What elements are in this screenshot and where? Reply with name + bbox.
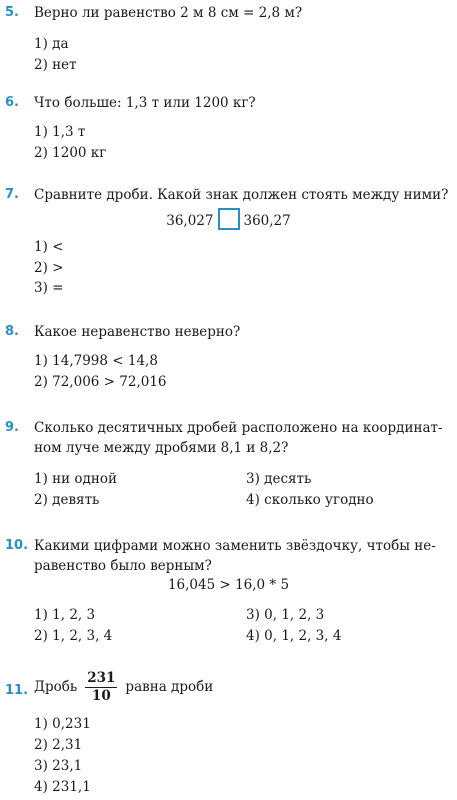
fraction-denominator: 10 bbox=[91, 688, 111, 704]
answer-option: 1) да bbox=[34, 36, 69, 52]
answer-option: 1) 1,3 т bbox=[34, 124, 86, 140]
answer-option: 2) 72,006 > 72,016 bbox=[34, 374, 167, 390]
left-number: 36,027 bbox=[166, 213, 214, 229]
answer-option: 2) нет bbox=[34, 57, 77, 73]
answer-option: 3) 23,1 bbox=[34, 758, 83, 774]
question-text: Какое неравенство неверно? bbox=[34, 324, 241, 340]
comparison-expression bbox=[0, 208, 457, 231]
answer-option: 4) 231,1 bbox=[34, 779, 91, 795]
question-text-line-2: ном луче между дробями 8,1 и 8,2? bbox=[34, 440, 289, 456]
question-number: 6. bbox=[5, 95, 19, 110]
answer-option: 4) сколько угодно bbox=[246, 492, 374, 508]
answer-option: 1) 0,231 bbox=[34, 716, 91, 732]
question-text: Сравните дроби. Какой знак должен стоять между ними? bbox=[34, 187, 449, 203]
answer-option: 1) 14,7998 < 14,8 bbox=[34, 353, 158, 369]
answer-option: 2) > bbox=[34, 260, 64, 276]
question-text: Что больше: 1,3 т или 1200 кг? bbox=[34, 95, 256, 111]
answer-option: 2) 1200 кг bbox=[34, 145, 107, 161]
question-text bbox=[34, 670, 451, 705]
answer-option: 4) 0, 1, 2, 3, 4 bbox=[246, 628, 342, 644]
question-number: 11. bbox=[5, 683, 29, 698]
fraction bbox=[85, 670, 117, 705]
answer-option: 1) ни одной bbox=[34, 471, 117, 487]
question-text-line-1: Сколько десятичных дробей расположено на координат- bbox=[34, 420, 443, 436]
answer-option: 2) 1, 2, 3, 4 bbox=[34, 628, 113, 644]
fraction-numerator: 231 bbox=[87, 670, 116, 686]
answer-option: 1) 1, 2, 3 bbox=[34, 607, 96, 623]
answer-option: 3) = bbox=[34, 280, 64, 296]
question-number: 5. bbox=[5, 5, 19, 20]
answer-option: 3) 0, 1, 2, 3 bbox=[246, 607, 325, 623]
text-before-fraction: Дробь bbox=[34, 679, 78, 695]
question-number: 10. bbox=[5, 538, 29, 553]
answer-box bbox=[218, 208, 240, 230]
question-number: 9. bbox=[5, 420, 19, 435]
answer-option: 2) девять bbox=[34, 492, 100, 508]
answer-option: 2) 2,31 bbox=[34, 737, 83, 753]
answer-option: 1) < bbox=[34, 239, 64, 255]
question-number: 7. bbox=[5, 187, 19, 202]
question-text-line-2: равенство было верным? bbox=[34, 558, 212, 574]
text-after-fraction: равна дроби bbox=[125, 679, 214, 695]
question-text-line-1: Какими цифрами можно заменить звёздочку, чтобы не- bbox=[34, 538, 436, 554]
question-number: 8. bbox=[5, 324, 19, 339]
right-number: 360,27 bbox=[243, 213, 291, 229]
answer-option: 3) десять bbox=[246, 471, 312, 487]
inequality-expression: 16,045 > 16,0 * 5 bbox=[167, 577, 290, 593]
question-text: Верно ли равенство 2 м 8 см = 2,8 м? bbox=[34, 5, 303, 21]
